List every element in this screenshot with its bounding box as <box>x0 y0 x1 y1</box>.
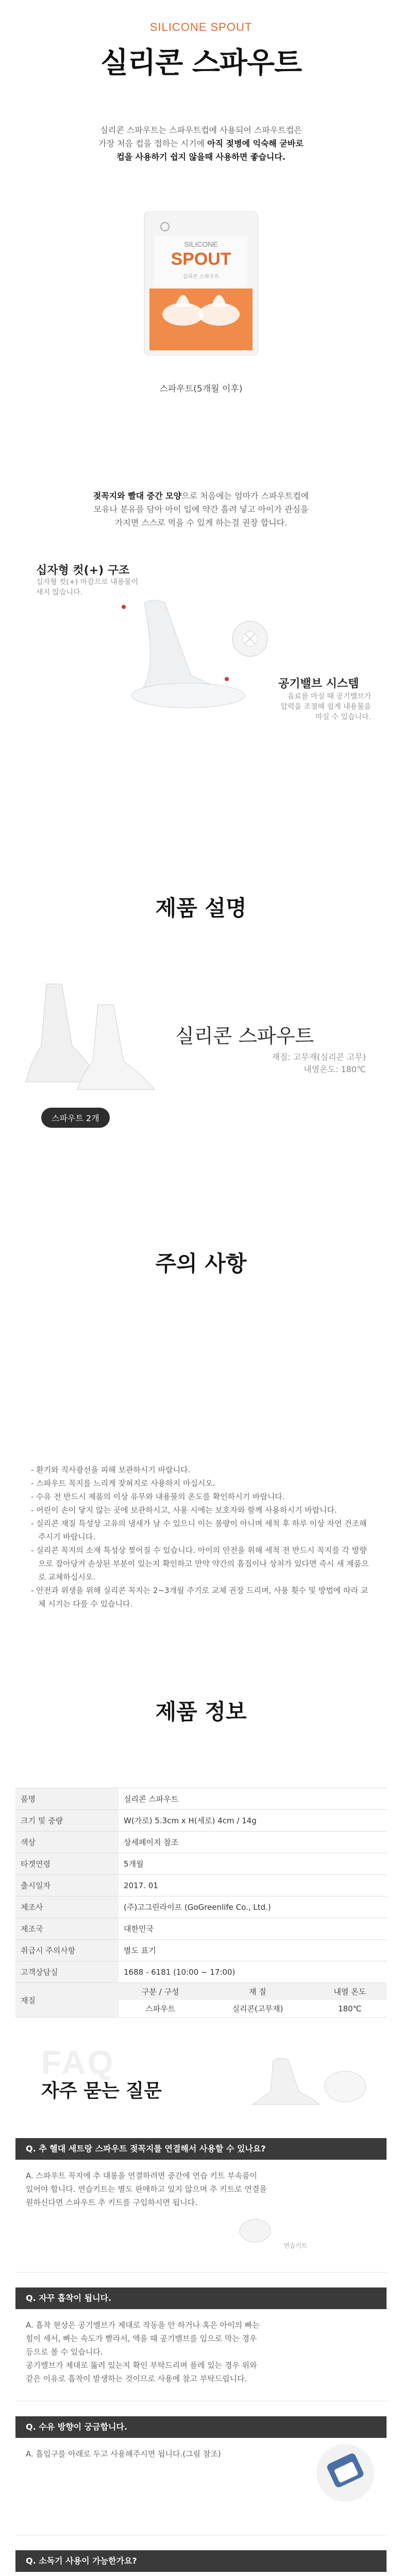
faq-question-3[interactable]: Q. 수유 방향이 궁금합니다. <box>15 2416 387 2438</box>
table-row: 타겟연령 5개월 <box>15 1853 387 1875</box>
table-row: 크기 및 중량 W(가로) 5.3cm x H(세로) 4cm / 14g <box>15 1810 387 1832</box>
faq-answer-3: A. 흡입구를 아래로 두고 사용해주시면 됩니다.(그림 참조) <box>26 2449 221 2459</box>
table-row: 품명 실리콘 스파우트 <box>15 1788 387 1810</box>
caution-list <box>31 1463 371 1611</box>
intro-line-2: 가장 처음 컵을 접하는 시기에 아직 젖병에 익숙해 굳바로 <box>98 139 304 148</box>
caution-item: - 실리콘 꼭지의 소재 특성상 찢어질 수 있습니다. 아이의 안전을 위해 세척 전 반드시 꼭지를 각 방향으로 잡아당겨 손상된 부분이 있는지 확인하고 만약 약간의 흠집이나 상처가 있다면 즉시 새 제품으로 교체하십시오. <box>31 1546 369 1582</box>
product-specs: 재질: 고무재(실리콘 고무) 내열온도: 180℃ <box>272 1052 366 1074</box>
drinking-direction-image <box>309 2437 381 2509</box>
table-row: 제조사 (주)고그린라이프 (GoGreenlife Co., Ltd.) <box>15 1896 387 1918</box>
product-info-title: 제품 정보 <box>155 1699 247 1724</box>
faq-bg-text: FAQ <box>41 2044 115 2081</box>
faq-answer-2: A. 흡착 현상은 공기밸브가 제대로 작동을 안 하거나 혹은 아이의 빠는 힘이 세서, 빠는 속도가 빨라서, 액을 때 공기밸브를 입으로 막는 경우 등으로 볼 수 있습니다. 공기밸브가 제대로 뚫려 있는지 확인 부탁드리며 플레 있는 경우 위와 같은 이유로 흡착이 발생하는 것이므로 사용에 참고 부탁드립니다. <box>26 2320 260 2383</box>
intro-line-3: 컵을 사용하기 쉽지 않을때 사용하면 좋습니다. <box>116 152 286 162</box>
faq-title: 자주 묻는 질문 <box>41 2080 162 2102</box>
faq-question-1[interactable]: Q. 추 헬대 세트랑 스파우트 젖꼭지를 연결해서 사용할 수 있나요? <box>15 2138 387 2160</box>
caution-item: - 안전과 위생을 위해 실리콘 꼭지는 2~3개월 주기로 교체 권장 드리며, 사용 횟수 및 방법에 따라 교체 시기는 다를 수 있습니다. <box>31 1586 368 1608</box>
valve-title: 공기밸브 시스템 <box>278 677 359 690</box>
features-section <box>0 562 402 726</box>
cross-cut-title: 십자형 컷(+) 구조 <box>36 564 130 577</box>
table-row: 제조국 대한민국 <box>15 1918 387 1940</box>
caution-title: 주의 사항 <box>155 1251 247 1276</box>
cross-cut-marker <box>122 605 126 609</box>
spout-pair-image <box>21 979 175 1097</box>
intro-text <box>46 124 356 164</box>
divider <box>15 2272 387 2273</box>
package-image <box>139 211 263 355</box>
table-row: 취급시 주의사항 별도 표기 <box>15 1940 387 1961</box>
package-brand: SILICONE <box>184 240 218 248</box>
caution-item: - 스파우트 꼭지를 느리게 잦혀지로 사용하지 마십시오. <box>31 1479 215 1488</box>
package-small: 실리콘 스파우트 <box>182 274 220 280</box>
package-name: SPOUT <box>171 249 231 269</box>
caution-item: - 실리콘 재질 특성상 고유의 냄새가 날 수 있으니 이는 불량이 아니며 세척 후 하루 이상 자연 건조해 주시기 바랍니다. <box>31 1519 367 1541</box>
table-row: 출시일자 2017. 01 <box>15 1875 387 1896</box>
caution-item: - 어린이 손이 닿지 않는 곳에 보관하시고, 사용 시에는 보호자와 함께 사용하시기 바랍니다. <box>31 1505 337 1515</box>
faq-question-4[interactable]: Q. 소독기 사용이 가능한가요? <box>15 2550 387 2572</box>
valve-marker <box>225 677 229 681</box>
faq-question-2[interactable]: Q. 자꾸 흡착이 됩니다. <box>15 2287 387 2309</box>
package-label: 스파우트(5개월 이후) <box>159 384 243 394</box>
material-subtable: 구분 / 구성 재 질 내열 온도 스파우트 실리콘(고무재) 180℃ <box>119 1983 387 2017</box>
intro-line-1: 실리콘 스파우트는 스파우트컵에 사용되어 스파우트컵은 <box>100 125 302 135</box>
quantity-badge: 스파우트 2개 <box>41 1108 110 1128</box>
faq-answer-1: A. 스파우트 꼭지에 추 대롱을 연결하려면 중간에 연습 키트 부속품이 있어야 합니다. 연습키트는 별도 판매하고 있지 않으며 추 키트로 연결을 원하신다면 스파우트 추 키트를 구입하시면 됩니다. <box>26 2171 267 2207</box>
product-info-table <box>15 1788 387 2018</box>
table-row: 색상 상세페이지 참조 <box>15 1832 387 1853</box>
header-eyebrow: SILICONE SPOUT <box>149 21 253 33</box>
faq-spout-image <box>242 2050 376 2112</box>
nipple-intro: 젖꼭지와 빨대 중간 모양으로 처음에는 엄마가 스파우트컵에 모유나 분유를 담아 아이 입에 약간 흘려 넣고 아이가 관심을 가지면 스스로 먹을 수 있게 하는걸 권장 합니다. <box>93 491 309 528</box>
product-name: 실리콘 스파우트 <box>175 1025 314 1047</box>
table-row: 재질 구분 / 구성 재 질 내열 온도 스파우트 실리콘(고무재) 180℃ <box>15 1983 387 2018</box>
practice-kit-label: 연습키트 <box>283 2242 308 2249</box>
practice-kit-image <box>232 2215 278 2251</box>
product-desc-title: 제품 설명 <box>155 895 247 921</box>
caution-item: - 환기와 직사광선을 피해 보관하시기 바랍니다. <box>31 1465 191 1475</box>
cross-cut-desc: 십자형 컷(+) 마감으로 내용물이 새지 않습니다. <box>36 578 139 597</box>
table-row: 고객상담실 1688 - 6181 (10:00 ~ 17:00) <box>15 1961 387 1983</box>
page-title: 실리콘 스파우트 <box>100 46 302 80</box>
valve-desc: 음료를 마실 때 공기밸브가 압력을 조절해 쉽게 내용물을 마실 수 있습니다. <box>280 692 371 721</box>
faq-section <box>0 2040 402 2576</box>
caution-item: - 수유 전 반드시 제품의 이상 유무와 내용물의 온도를 확인하시기 바랍니다. <box>31 1492 285 1501</box>
